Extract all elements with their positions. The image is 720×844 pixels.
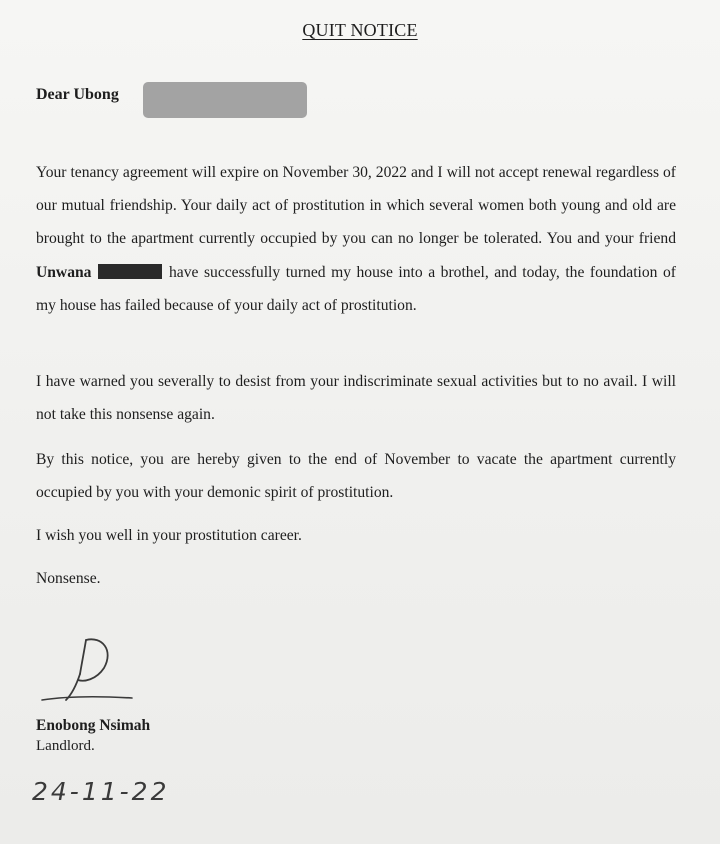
page-title-text: QUIT NOTICE (302, 20, 418, 40)
signer-name: Enobong Nsimah (36, 717, 151, 734)
paragraph-tenancy-expiry (36, 156, 676, 322)
handwritten-signature (28, 634, 138, 714)
salutation: Dear Ubong (36, 86, 119, 103)
paragraph-text-part: have successfully turned my house into a brothel, and today, the foundation of my house has failed because of your daily act of prostitution. (36, 263, 676, 314)
paragraph-text-part: Your tenancy agreement will expire on November 30, 2022 and I will not accept renewal regardless of our mutual friendship. Your daily act of prostitution in which several women both young and old are brought to the apartment currently occupied by you can no longer be tolerated. You and your friend (36, 164, 676, 248)
handwritten-date (28, 770, 198, 810)
paragraph-vacate-notice: By this notice, you are hereby given to the end of November to vacate the apartment currently occupied by you with your demonic spirit of prostitution. (36, 451, 676, 502)
paragraph-well-wishes: I wish you well in your prostitution career. (36, 527, 302, 544)
name-redaction-block (143, 82, 307, 118)
page-title (0, 20, 720, 41)
signer-role: Landlord. (36, 738, 95, 754)
friend-name: Unwana (36, 263, 92, 281)
handwritten-date-text: 24-11-22 (32, 777, 170, 806)
friend-surname-redaction (98, 264, 162, 279)
paragraph-closing: Nonsense. (36, 570, 101, 587)
paragraph-warning: I have warned you severally to desist from your indiscriminate sexual activities but to no avail. I will not take this nonsense again. (36, 373, 676, 424)
